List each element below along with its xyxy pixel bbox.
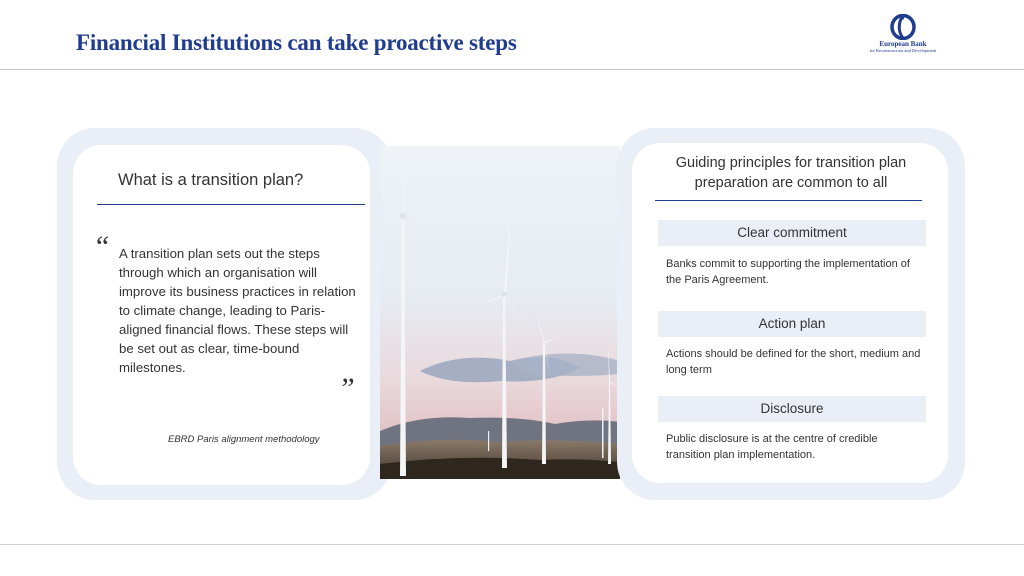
- close-quote-mark: ”: [338, 372, 355, 405]
- quote-source: EBRD Paris alignment methodology: [168, 434, 320, 445]
- principle-disclosure-text: Public disclosure is at the centre of credible transition plan implementation.: [666, 433, 878, 461]
- guiding-principles-heading: Guiding principles for transition plan preparation are common to all: [675, 155, 907, 191]
- wind-turbines-photo: [380, 146, 620, 479]
- logo-subtitle: for Reconstruction and Development: [869, 48, 937, 53]
- header-divider: [0, 69, 1024, 70]
- transition-plan-heading: What is a transition plan?: [118, 171, 304, 189]
- transition-plan-divider: [97, 204, 365, 205]
- open-quote-mark: “: [93, 230, 110, 263]
- principle-disclosure-title: Disclosure: [658, 396, 926, 422]
- footer-divider: [0, 544, 1024, 545]
- ebrd-logo: [858, 14, 948, 64]
- principle-action-plan-text: Actions should be defined for the short, medium and long term: [666, 348, 921, 376]
- principle-action-plan-title: Action plan: [658, 311, 926, 337]
- logo-name: European Bank: [879, 40, 927, 48]
- page-title: Financial Institutions can take proactive steps: [76, 30, 517, 55]
- principle-clear-commitment-text: Banks commit to supporting the implementation of the Paris Agreement.: [666, 258, 910, 286]
- principle-clear-commitment-title: Clear commitment: [658, 220, 926, 246]
- ebrd-logo-icon: [889, 14, 917, 40]
- transition-plan-definition: A transition plan sets out the steps through which an organisation will improve its business practices in relation to climate change, leading to Paris-aligned financial flows. These steps will be set out as clear, time-bound milestones.: [119, 246, 356, 375]
- guiding-principles-divider: [655, 200, 922, 201]
